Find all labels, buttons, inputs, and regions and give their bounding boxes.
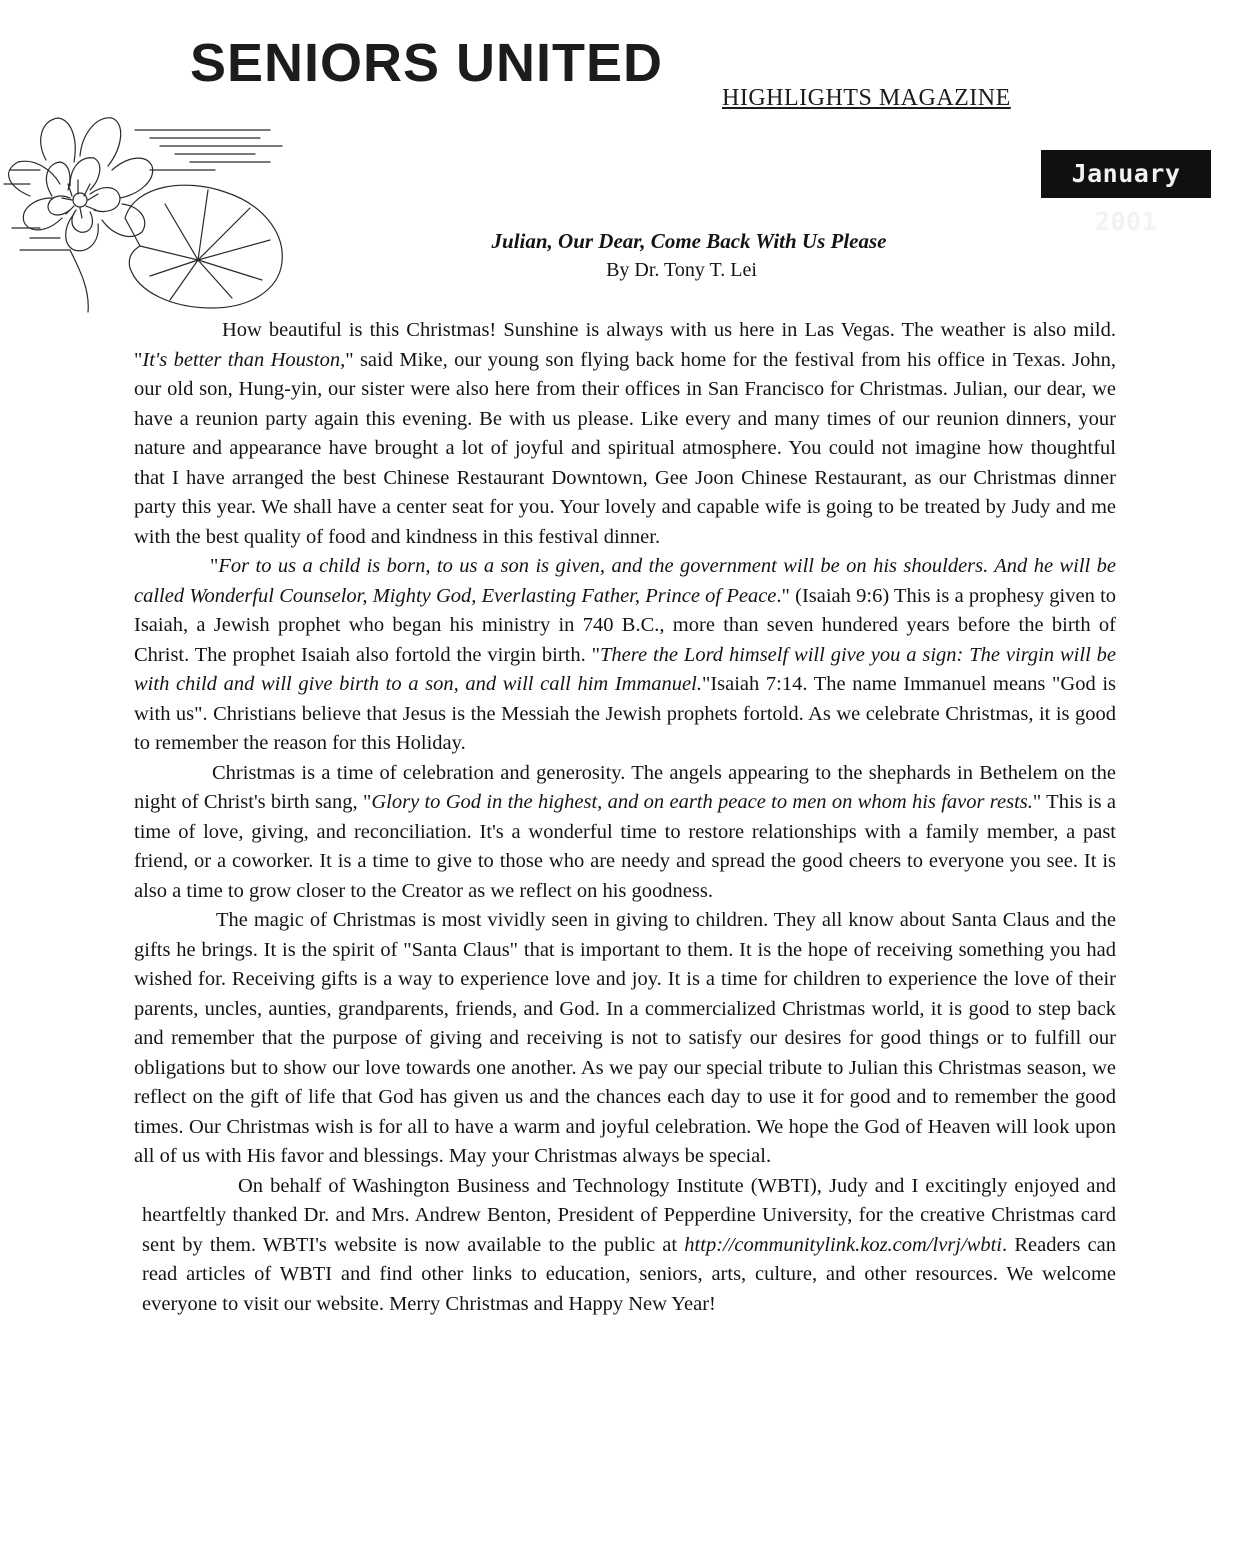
paragraph-text: On behalf of Washington Business and Technology Institute (WBTI), Judy and I excitingly enjoyed and heartfeltly thanked Dr. and Mrs. Andrew Benton, President of Pepperdine University, for the creative Christmas card sent by them. WBTI's website is now available to the public at [142, 1174, 1116, 1256]
article-byline: By Dr. Tony T. Lei [606, 259, 757, 281]
article-paragraph [134, 759, 1116, 907]
article-paragraph [134, 552, 1116, 759]
paragraph-text: The magic of Christmas is most vividly seen in giving to children. They all know about Santa Claus and the gifts he brings. It is the spirit of "Santa Claus" that is important to them. It is the hope of receiving something you had wished for. Receiving gifts is a way to experience love and joy. It is a time for children to experience the love of their parents, uncles, aunties, grandparents, friends, and God. In a commercialized Christmas world, it is good to step back and remember that the purpose of giving and receiving is not to satisfy our desires for good things or to fulfill our obligations but to show our love towards one another. As we pay our special tribute to Julian this Christmas season, we reflect on the gift of life that God has given us and the chances each day to use it for good and to remember the good times. Our Christmas wish is for all to have a warm and joyful celebration. We hope the God of Heaven will look upon all of us with His favor and blessings. May your Christmas always be special. [134, 909, 1116, 1167]
italic-quote: There the Lord himself will give you a sign: The virgin will be with child and will give birth to a son, and will call him Immanuel. [134, 643, 1117, 695]
paragraph-text: " [210, 555, 219, 577]
paragraph-text: " This is a time of love, giving, and reconciliation. It's a wonderful time to restore relationships with a family member, a past friend, or a coworker. It is a time to give to those who are needy and spread the good cheers to everyone you see. It is also a time to grow closer to the Creator as we reflect on his goodness. [134, 791, 1117, 902]
issue-date-badge: January 2001 [1041, 150, 1211, 198]
article-paragraph [134, 906, 1116, 1172]
italic-quote: It's better than Houston, [142, 348, 346, 371]
paragraph-text: "Isaiah 7:14. The name Immanuel means "God is with us". Christians believe that Jesus is the Messiah the Jewish prophets fortold. As we celebrate Christmas, it is good to remember the reason for this Holiday. [134, 673, 1117, 754]
italic-quote: http://communitylink.koz.com/lvrj/wbti [684, 1233, 1002, 1256]
paragraph-text: Christmas is a time of celebration and generosity. The angels appearing to the shephards in Bethelem on the night of Christ's birth sang, " [134, 761, 1116, 813]
italic-quote: For to us a child is born, to us a son is given, and the government will be on his shoulders. And he will be called Wonderful Counselor, Mighty God, Everlasting Father, Prince of Peace [134, 555, 1116, 607]
article-title: Julian, Our Dear, Come Back With Us Please [491, 229, 887, 253]
paragraph-text: " said Mike, our young son flying back home for the festival from his office in Texas. John, our old son, Hung-yin, our sister were also here from their offices in San Francisco for Christmas. Julian, our dear, we have a reunion party again this evening. Be with us please. Like every and many times of our reunion dinners, your nature and appearance have brought a lot of joyful and spiritual atmosphere. You could not imagine how thoughtful that I have arranged the best Chinese Restaurant Downtown, Gee Joon Chinese Restaurant, as our Christmas dinner party this year. We shall have a center seat for you. Your lovely and capable wife is going to be treated by Judy and me with the best quality of food and kindness in this festival dinner. [134, 348, 1117, 548]
article-body [134, 316, 1116, 1319]
paragraph-text: . Readers can read articles of WBTI and find other links to education, seniors, arts, culture, and other resources. We welcome everyone to visit our website. Merry Christmas and Happy New Year! [142, 1233, 1116, 1315]
paragraph-text: How beautiful is this Christmas! Sunshine is always with us here in Las Vegas. The weather is also mild. " [134, 319, 1116, 371]
article-paragraph [142, 1172, 1116, 1320]
magazine-title: SENIORS UNITED [190, 33, 664, 93]
magazine-subtitle: HIGHLIGHTS MAGAZINE [722, 85, 1011, 111]
italic-quote: Glory to God in the highest, and on earth peace to men on whom his favor rests. [371, 791, 1033, 813]
article-paragraph [134, 316, 1116, 552]
paragraph-text: ." (Isaiah 9:6) This is a prophesy given to Isaiah, a Jewish prophet who began his ministry in 740 B.C., more than seven hundered years before the birth of Christ. The prophet Isaiah also fortold the virgin birth. " [134, 584, 1117, 666]
